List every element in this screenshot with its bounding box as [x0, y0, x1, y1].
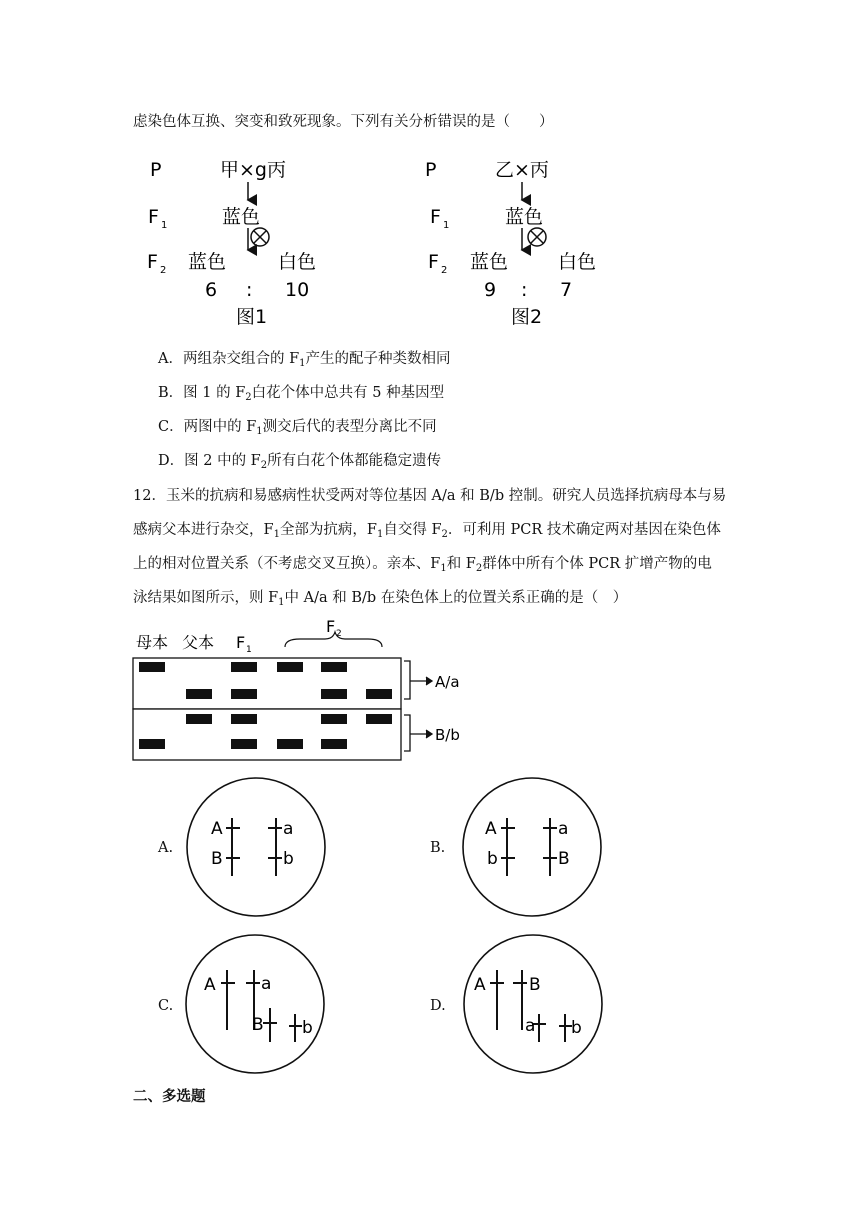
- fig1-caption: 图1: [236, 306, 268, 328]
- figure-2: [425, 159, 596, 328]
- q12-l2-b: 全部为抗病，F: [279, 522, 377, 538]
- fig1-f2-label: F: [147, 251, 158, 273]
- fig2-f2-label: F: [428, 251, 439, 273]
- choice-a-chromosomes: [226, 818, 282, 876]
- gene-label: a: [283, 819, 294, 839]
- fig2-white: 白色: [558, 251, 597, 273]
- band: [231, 662, 257, 672]
- fig1-selfing-icon: [251, 228, 269, 246]
- choice-a-genes: [211, 819, 294, 869]
- fig2-ratio-a: 9: [484, 279, 497, 301]
- fig1-f1-label: F: [148, 206, 159, 228]
- band: [186, 689, 212, 699]
- band: [139, 739, 165, 749]
- q11-option-c[interactable]: [158, 415, 437, 437]
- band: [139, 662, 165, 672]
- gel-mother-label: 母本: [136, 633, 169, 652]
- choice-d-cell: [464, 935, 602, 1073]
- fig1-colon: :: [246, 279, 253, 301]
- q12-l3-c: 群体中所有个体 PCR 扩增产物的电: [482, 556, 712, 572]
- fig2-p-label: P: [425, 159, 437, 181]
- gene-label: A: [485, 819, 497, 839]
- q11-c-text-2: 测交后代的表型分离比不同: [262, 419, 437, 435]
- cross-diagrams: [0, 0, 860, 340]
- band: [321, 662, 347, 672]
- q12-l2-s1: 1: [273, 529, 280, 540]
- q12-l4-s1: 1: [278, 597, 285, 608]
- q12-l3-s2: 2: [475, 563, 483, 574]
- gene-label: A: [211, 819, 223, 839]
- fig2-ratio-b: 7: [560, 279, 573, 301]
- band: [277, 662, 303, 672]
- choice-b-genes: [485, 819, 570, 869]
- gel-f2-label: F: [326, 617, 336, 636]
- band: [366, 714, 392, 724]
- gel-f1-label: F: [236, 633, 246, 652]
- gel-panel-bb: [133, 709, 401, 760]
- q11-b-text-2: 白花个体中总共有 5 种基因型: [251, 385, 445, 401]
- q11-b-sub: 2: [245, 392, 252, 403]
- fig2-selfing-icon: [528, 228, 546, 246]
- q11-c-sub: 1: [256, 426, 263, 437]
- fig1-ratio-a: 6: [205, 279, 218, 301]
- fig1-p-label: P: [150, 159, 162, 181]
- q12-l3-a: 上的相对位置关系（不考虑交叉互换）。亲本、F: [133, 556, 441, 572]
- fig1-white: 白色: [278, 251, 317, 273]
- gene-label: b: [302, 1018, 313, 1038]
- q11-c-text-1: C．两图中的 F: [158, 419, 257, 435]
- electrophoresis-figure: [0, 615, 860, 765]
- gene-label: A: [474, 975, 486, 995]
- fig1-f1-pheno: 蓝色: [222, 206, 261, 228]
- chromosome-choices: [0, 770, 860, 1090]
- gel-f1-sub: 1: [246, 645, 252, 655]
- q11-a-text-1: A．两组杂交组合的 F: [158, 351, 300, 367]
- band: [277, 739, 303, 749]
- gel-father-label: 父本: [182, 633, 215, 652]
- q12-line-4: [133, 586, 627, 608]
- q12-l4-a: 泳结果如图所示，则 F: [133, 590, 279, 606]
- q12-choice-c-label[interactable]: C.: [158, 998, 174, 1014]
- q11-option-b[interactable]: [158, 381, 444, 403]
- q12-l2-s2: 1: [377, 529, 384, 540]
- q11-b-text-1: B．图 1 的 F: [158, 385, 246, 401]
- band: [321, 714, 347, 724]
- gene-label: A: [204, 975, 216, 995]
- f2-brace: [285, 632, 382, 647]
- question-11-stem-tail: 虑染色体互换、突变和致死现象。下列有关分析错误的是（ ）: [133, 114, 554, 130]
- fig2-f1-pheno: 蓝色: [505, 206, 544, 228]
- fig2-caption: 图2: [511, 306, 543, 328]
- fig1-blue: 蓝色: [188, 251, 227, 273]
- gel-panel-aa: [133, 658, 401, 709]
- q12-choice-d-label[interactable]: D.: [430, 998, 446, 1014]
- q12-l3-s1: 1: [440, 563, 447, 574]
- gene-label: B: [558, 849, 570, 869]
- q12-l2-s3: 2: [441, 529, 448, 540]
- gel-aa-label: A/a: [435, 673, 460, 691]
- fig2-f1-sub: 1: [443, 220, 450, 231]
- q12-l4-b: 中 A/a 和 B/b 在染色体上的位置关系正确的是（ ）: [284, 590, 628, 606]
- section-heading: 二、多选题: [133, 1088, 206, 1105]
- fig1-ratio-b: 10: [285, 279, 310, 301]
- band: [321, 689, 347, 699]
- gene-label: B: [211, 849, 223, 869]
- q12-line-3: [133, 552, 712, 574]
- q11-d-text-1: D．图 2 中的 F: [158, 453, 261, 469]
- q12-choice-b-label[interactable]: B.: [430, 840, 446, 856]
- band: [231, 739, 257, 749]
- gene-label: b: [571, 1018, 582, 1038]
- q11-a-sub: 1: [299, 358, 306, 369]
- fig1-f1-sub: 1: [161, 220, 168, 231]
- gene-label: B: [252, 1015, 264, 1035]
- band: [366, 689, 392, 699]
- fig1-cross: 甲×g丙: [220, 159, 286, 181]
- fig2-colon: :: [521, 279, 528, 301]
- fig2-blue: 蓝色: [470, 251, 509, 273]
- choice-b-chromosomes: [501, 818, 557, 876]
- q12-l2-d: ．可利用 PCR 技术确定两对基因在染色体: [447, 522, 721, 538]
- fig2-f2-sub: 2: [441, 265, 448, 276]
- q12-l2-a: 感病父本进行杂交，F: [133, 522, 274, 538]
- q11-a-text-2: 产生的配子种类数相同: [305, 351, 451, 367]
- q12-line-2: [133, 518, 721, 540]
- gene-label: b: [487, 849, 498, 869]
- q12-l2-c: 自交得 F: [383, 522, 442, 538]
- band: [186, 714, 212, 724]
- fig1-f2-sub: 2: [160, 265, 167, 276]
- q12-l3-b: 和 F: [446, 556, 476, 572]
- q11-d-text-2: 所有白花个体都能稳定遗传: [267, 453, 442, 469]
- choice-b-cell: [463, 778, 601, 916]
- gene-label: b: [283, 849, 294, 869]
- band: [321, 739, 347, 749]
- q11-d-sub: 2: [260, 460, 268, 471]
- gel-bb-label: B/b: [435, 726, 460, 744]
- gel-f2-sub: 2: [336, 629, 342, 639]
- gene-label: a: [525, 1016, 536, 1036]
- gene-label: a: [261, 974, 272, 994]
- fig2-f1-label: F: [430, 206, 441, 228]
- q12-choice-a-label[interactable]: A.: [158, 840, 174, 856]
- q11-option-d[interactable]: [158, 449, 441, 471]
- choice-a-cell: [187, 778, 325, 916]
- band: [231, 714, 257, 724]
- q12-line-1: 12．玉米的抗病和易感病性状受两对等位基因 A/a 和 B/b 控制。研究人员选择抗病母本与易: [133, 488, 727, 504]
- fig2-cross: 乙×丙: [495, 159, 549, 181]
- gene-label: a: [558, 819, 569, 839]
- band: [231, 689, 257, 699]
- figure-1: [147, 159, 316, 328]
- q11-option-a[interactable]: [158, 347, 451, 369]
- gene-label: B: [529, 975, 541, 995]
